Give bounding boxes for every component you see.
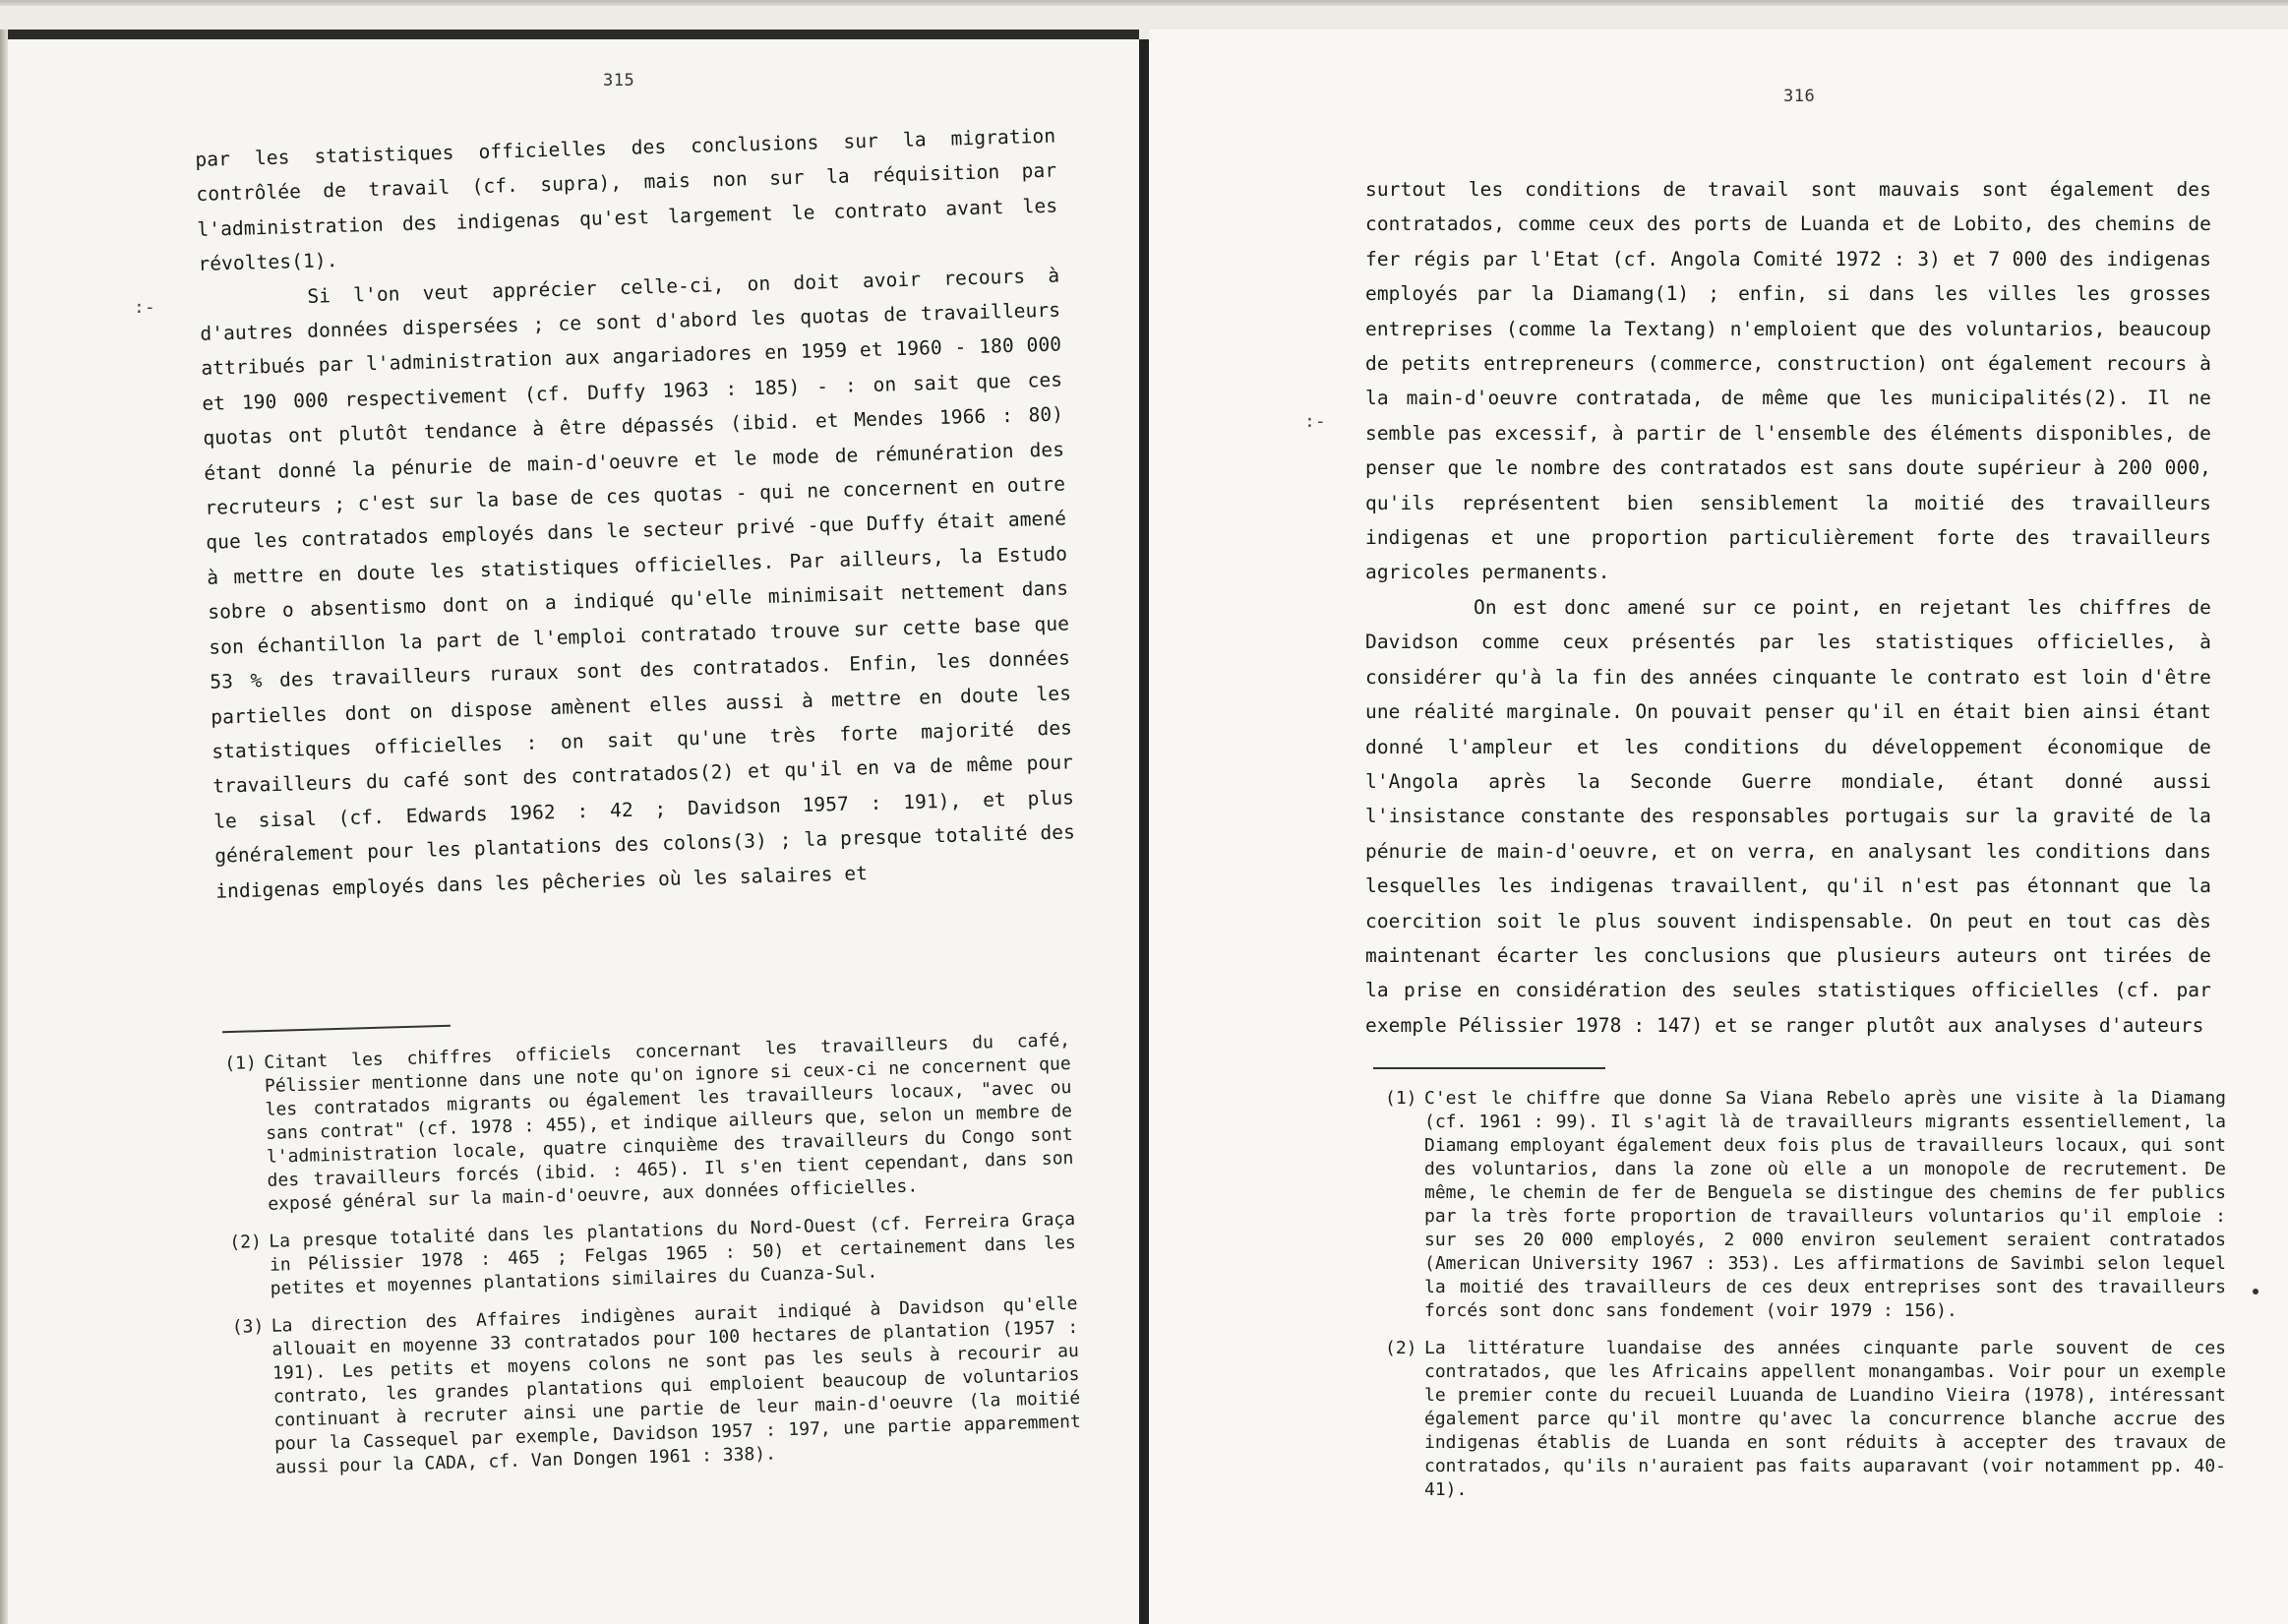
body-text: [195, 119, 1076, 909]
footnote-number: (3): [231, 1315, 265, 1338]
footnote-text: Citant les chiffres officiels concernant les travailleurs du café, Pélissier mentionne dans une note qu'on ignore si ceux-ci ne concernent que les contratados migrants ou également les travailleurs locaux, "avec ou sans contrat" (cf. 1978 : 455), et indique ailleurs que, selon un membre de l'administration locale, quatre cinquième des travailleurs du Congo sont des travailleurs forcés (ibid. : 465). Il s'en tient cependant, dans son exposé général sur la main-d'oeuvre, aux données officielles.: [264, 1029, 1074, 1215]
scan-left-edge: [0, 30, 8, 1624]
margin-mark: :-: [1304, 411, 1326, 432]
footnote-number: (2): [1385, 1338, 1417, 1358]
right-page: [1149, 30, 2288, 1624]
footnotes: [1385, 1087, 2226, 1516]
footnote-rule: [222, 1025, 451, 1033]
paragraph: surtout les conditions de travail sont mauvais sont également des contratados, comme ceux des ports de Luanda et de Lobito, des chemins de fer régis par l'Etat (cf. Angola Comité 1972 : 3) et 7 000 des indigenas employés par la Diamang(1) ; enfin, si dans les villes les grosses entreprises (comme la Textang) n'emploient que des voluntarios, beaucoup de petits entrepreneurs (commerce, construction) ont également recours à la main-d'oeuvre contratada, de même que les municipalités(2). Il ne semble pas excessif, à partir de l'ensemble des éléments disponibles, de penser que le nombre des contratados est sans doute supérieur à 200 000, qu'ils représentent bien sensiblement la moitié des travailleurs indigenas et une proportion particulièrement forte des travailleurs agricoles permanents.: [1365, 178, 2211, 584]
left-page: [8, 30, 1139, 1624]
footnote-number: (1): [1385, 1088, 1417, 1109]
scan-top-edge: [0, 0, 2288, 6]
body-text: [1365, 172, 2211, 1043]
book-gutter: [1139, 39, 1149, 1624]
footnote-text: La littérature luandaise des années cinquante parle souvent de ces contratados, que les Africains appellent monangambas. Voir pour un exemple le premier conte du recueil Luuanda de Luandino Vieira (1978), intéressant également parce qu'il montre qu'avec la concurrence blanche accrue des indigenas établis de Luanda en sont réduits à accepter des travaux de contratados, qu'ils n'auraient pas faits auparavant (voir notamment pp. 40-41).: [1424, 1338, 2226, 1500]
footnote: [229, 1208, 1077, 1302]
footnote-rule: [1373, 1067, 1605, 1069]
footnote: [224, 1029, 1074, 1218]
footnote: [1385, 1337, 2226, 1502]
page-number: 316: [1783, 87, 1816, 106]
footnote-text: C'est le chiffre que donne Sa Viana Rebelo après une visite à la Diamang (cf. 1961 : 99). Il s'agit là de travailleurs migrants essentiellement, la Diamang employant également deux fois plus de travailleurs locaux, qui sont des voluntarios, dans la zone où elle a un monopole de recrutement. De même, le chemin de fer de Benguela se distingue des chemins de fer publics par la très forte proportion de travailleurs voluntarios qu'il emploie : sur ses 20 000 employés, 2 000 environ seulement seraient contratados (American University 1967 : 353). Les affirmations de Savimbi selon lequel la moitié des travailleurs de ces deux entreprises sont des travailleurs forcés sont donc sans fondement (voir 1979 : 156).: [1424, 1088, 2226, 1321]
footnote: [231, 1293, 1081, 1481]
paragraph: On est donc amené sur ce point, en rejetant les chiffres de Davidson comme ceux présentés par les statistiques officielles, à considérer qu'à la fin des années cinquante le contrato est loin d'être une réalité marginale. On pouvait penser qu'il en était bien ainsi étant donné l'ampleur et les conditions du développement économique de l'Angola après la Seconde Guerre mondiale, étant donné aussi l'insistance constante des responsables portugais sur la gravité de la pénurie de main-d'oeuvre, et on verra, en analysant les conditions dans lesquelles les indigenas travaillent, qu'il n'est pas étonnant que la coercition soit le plus souvent indispensable. On peut en tout cas dès maintenant écarter les conclusions que plusieurs auteurs ont tirées de la prise en considération des seules statistiques officielles (cf. par exemple Pélissier 1978 : 147) et se ranger plutôt aux analyses d'auteurs: [1365, 595, 2211, 1037]
footnote-number: (2): [229, 1232, 263, 1253]
page-number: 315: [603, 71, 635, 90]
footnotes: [224, 1029, 1082, 1495]
paragraph: Si l'on veut apprécier celle-ci, on doit avoir recours à d'autres données dispersées ; ce sont d'abord les quotas de travailleurs attribués par l'administration aux angariadores en 1959 et 1960 - 180 000 et 190 000 respectivement (cf. Duffy 1963 : 185) - : on sait que ces quotas ont plutôt tendance à être dépassés (ibid. et Mendes 1966 : 80) étant donné la pénurie de main-d'oeuvre et le mode de rémunération des recruteurs ; c'est sur la base de ces quotas - qui ne concernent en outre que les contratados employés dans le secteur privé -que Duffy était amené à mettre en doute les statistiques officielles. Par ailleurs, la Estudo sobre o absentismo dont on a indiqué qu'elle minimisait nettement dans son échantillon la part de l'emploi contratado trouve sur cette base que 53 % des travailleurs ruraux sont des contratados. Enfin, les données partielles dont on dispose amènent elles aussi à mettre en doute les statistiques officielles : on sait qu'une très forte majorité des travailleurs du café sont des contratados(2) et qu'il en va de même pour le sisal (cf. Edwards 1962 : 42 ; Davidson 1957 : 191), et plus généralement pour les plantations des colons(3) ; la presque totalité des indigenas employés dans les pêcheries où les salaires et: [200, 264, 1076, 903]
footnote-text: La presque totalité dans les plantations du Nord-Ouest (cf. Ferreira Graça in Pélissier 1978 : 465 ; Felgas 1965 : 50) et certainement dans les petites et moyennes plantations similaires du Cuanza-Sul.: [269, 1208, 1077, 1299]
footnote: [1385, 1087, 2226, 1323]
paragraph: par les statistiques officielles des conclusions sur la migration contrôlée de travail (cf. supra), mais non sur la réquisition par l'administration des indigenas qu'est largement le contrato avant les révoltes(1).: [195, 124, 1058, 276]
footnote-number: (1): [224, 1053, 258, 1074]
margin-mark: :-: [134, 297, 155, 318]
ink-dot: [2253, 1289, 2258, 1294]
footnote-text: La direction des Affaires indigènes aurait indiqué à Davidson qu'elle allouait en moyenne 33 contratados pour 100 hectares de plantation (1957 : 191). Les petits et moyens colons ne sont pas les seuls à recourir au contrato, les grandes plantations qui emploient beaucoup de voluntarios continuant à recruter ainsi une partie de leur main-d'oeuvre (la moitié pour la Cassequel par exemple, Davidson 1957 : 197, une partie apparemment aussi pour la CADA, cf. Van Dongen 1961 : 338).: [271, 1293, 1082, 1478]
